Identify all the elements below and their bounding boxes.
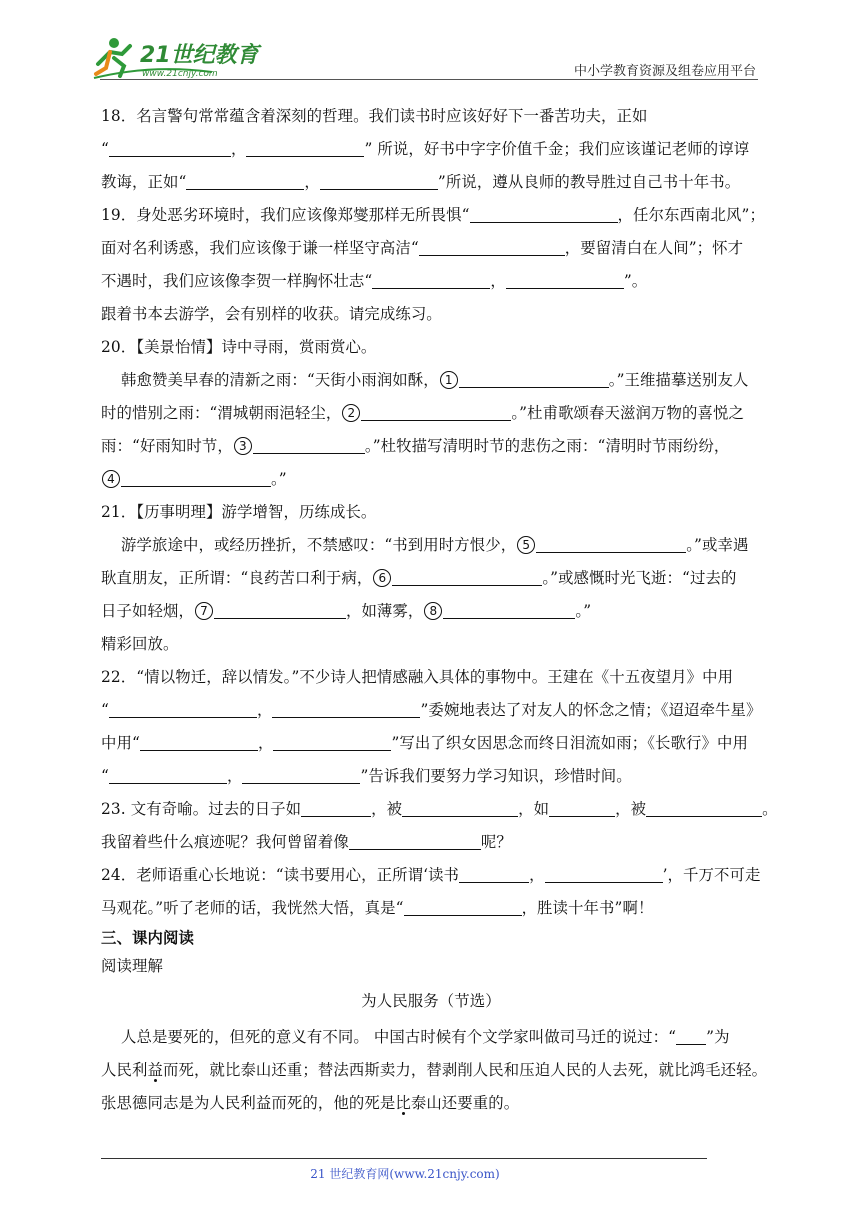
answer-blank[interactable] [349, 830, 481, 850]
circled-number: 6 [373, 569, 391, 587]
answer-blank[interactable] [536, 533, 686, 553]
q18-line2: “ ， ” 所说，好书中字字价值千金；我们应该谨记老师的谆谆 [101, 133, 761, 166]
answer-blank[interactable] [361, 401, 511, 421]
trip-intro: 跟着书本去游学，会有别样的收获。请完成练习。 [101, 305, 442, 323]
emphasis-dot-char: 比 [395, 1094, 411, 1112]
q19-line1: 19．身处恶劣环境时，我们应该像郑燮那样无所畏惧“ ，任尔东西南北风”； [101, 199, 761, 232]
q18-line3: 教诲，正如“ ， ”所说，遵从良师的教导胜过自己书十年书。 [101, 166, 761, 199]
answer-blank[interactable] [140, 731, 258, 751]
answer-blank[interactable] [214, 599, 346, 619]
q20-line3: 雨：“好雨知时节， 3 。”杜牧描写清明时节的悲伤之雨：“清明时节雨纷纷， [101, 430, 761, 463]
answer-blank[interactable] [109, 698, 257, 718]
platform-name: 中小学教育资源及组卷应用平台 [573, 64, 756, 79]
svg-text:21世纪教育: 21世纪教育 [140, 43, 259, 68]
answer-blank[interactable] [506, 269, 624, 289]
circled-number: 7 [195, 602, 213, 620]
page-header [0, 0, 860, 90]
q21-title: 21．【历事明理】游学增智，历练成长。 [101, 503, 377, 521]
circled-number: 5 [517, 536, 535, 554]
answer-blank[interactable] [459, 368, 609, 388]
q21-line2: 耿直朋友，正所谓：“良药苦口利于病， 6 。”或感慨时光飞逝：“过去的 [101, 562, 761, 595]
emphasis-dot-char: 益 [147, 1061, 163, 1079]
q23-line1: 23. 文有奇喻。过去的日子如 ，被 ，如 ，被 。 [101, 793, 761, 826]
q24-line1: 24．老师语重心长地说：“读书要用心，正所谓‘读书 ， ’，千万不可走 [101, 859, 761, 892]
answer-blank[interactable] [646, 797, 762, 817]
answer-blank[interactable] [372, 269, 490, 289]
footer-credit: 21 世纪教育网(www.21cnjy.com) [310, 1167, 500, 1181]
answer-blank[interactable] [253, 434, 365, 454]
answer-blank[interactable] [121, 467, 271, 487]
answer-blank[interactable] [545, 863, 663, 883]
answer-blank[interactable] [459, 863, 529, 883]
passage-line1: 人总是要死的，但死的意义有不同。 中国古时候有个文学家叫做司马迁的说过：“ ”为 [101, 1021, 761, 1054]
passage-title: 为人民服务（节选） [361, 992, 501, 1010]
q23-line2: 我留着些什么痕迹呢？我何曾留着像 呢？ [101, 826, 761, 859]
q19-line2: 面对名利诱惑，我们应该像于谦一样坚守高洁“ ，要留清白在人间”；怀才 [101, 232, 761, 265]
21cnjy-logo [92, 34, 262, 80]
q22-line2: “ ， ”委婉地表达了对友人的怀念之情；《迢迢牵牛星》 [101, 694, 761, 727]
answer-blank[interactable] [402, 797, 518, 817]
passage-line2: 人民利益而死，就比泰山还重；替法西斯卖力，替剥削人民和压迫人民的人去死，就比鸿毛还轻。 [101, 1061, 768, 1079]
q24-line2: 马观花。”听了老师的话，我恍然大悟，真是“ ，胜读十年书”啊！ [101, 892, 761, 925]
circled-number: 1 [440, 371, 458, 389]
recap-label: 精彩回放。 [101, 635, 179, 653]
answer-blank[interactable] [246, 137, 364, 157]
circled-number: 8 [424, 602, 442, 620]
section-heading: 三、课内阅读 [101, 929, 194, 947]
answer-blank[interactable] [109, 137, 231, 157]
q20-line4: 4 。” [101, 463, 761, 496]
answer-blank[interactable] [392, 566, 542, 586]
answer-blank[interactable] [272, 698, 420, 718]
answer-blank[interactable] [273, 731, 391, 751]
q22-line4: “ ， ”告诉我们要努力学习知识，珍惜时间。 [101, 760, 761, 793]
q21-line1: 游学旅途中，或经历挫折，不禁感叹：“书到用时方恨少， 5 。”或幸遇 [101, 529, 761, 562]
answer-blank[interactable] [320, 170, 438, 190]
answer-blank[interactable] [301, 797, 371, 817]
circled-number: 2 [342, 404, 360, 422]
passage-line3: 张思德同志是为人民利益而死的，他的死是比泰山还要重的。 [101, 1094, 520, 1112]
answer-blank[interactable] [470, 203, 618, 223]
q22-line1: 22．“情以物迁，辞以情发。”不少诗人把情感融入具体的事物中。王建在《十五夜望月》中用 [101, 668, 734, 686]
svg-text:www.21cnjy.com: www.21cnjy.com [142, 69, 218, 79]
answer-blank[interactable] [242, 764, 360, 784]
answer-blank[interactable] [404, 896, 522, 916]
q19-line3: 不遇时，我们应该像李贺一样胸怀壮志“ ， ”。 [101, 265, 761, 298]
answer-blank[interactable] [109, 764, 227, 784]
q22-line3: 中用“ ， ”写出了织女因思念而终日泪流如雨；《长歌行》中用 [101, 727, 761, 760]
worksheet-content [101, 100, 778, 1120]
answer-blank[interactable] [419, 236, 565, 256]
answer-blank[interactable] [676, 1025, 706, 1045]
q20-line1: 韩愈赞美早春的清新之雨：“天街小雨润如酥， 1 。”王维描摹送别友人 [101, 364, 761, 397]
q21-line3: 日子如轻烟， 7 ，如薄雾， 8 。” [101, 595, 761, 628]
circled-number: 3 [234, 437, 252, 455]
answer-blank[interactable] [443, 599, 575, 619]
q18-line1: 18．名言警句常常蕴含着深刻的哲理。我们读书时应该好好下一番苦功夫，正如 [101, 107, 648, 125]
q20-title: 20．【美景怡情】诗中寻雨，赏雨赏心。 [101, 338, 377, 356]
answer-blank[interactable] [186, 170, 304, 190]
answer-blank[interactable] [549, 797, 615, 817]
footer-divider [101, 1158, 707, 1159]
circled-number: 4 [102, 470, 120, 488]
reading-label: 阅读理解 [101, 957, 163, 975]
header-divider [100, 79, 758, 80]
q20-line2: 时的惜别之雨：“渭城朝雨浥轻尘， 2 。”杜甫歌颂春天滋润万物的喜悦之 [101, 397, 761, 430]
